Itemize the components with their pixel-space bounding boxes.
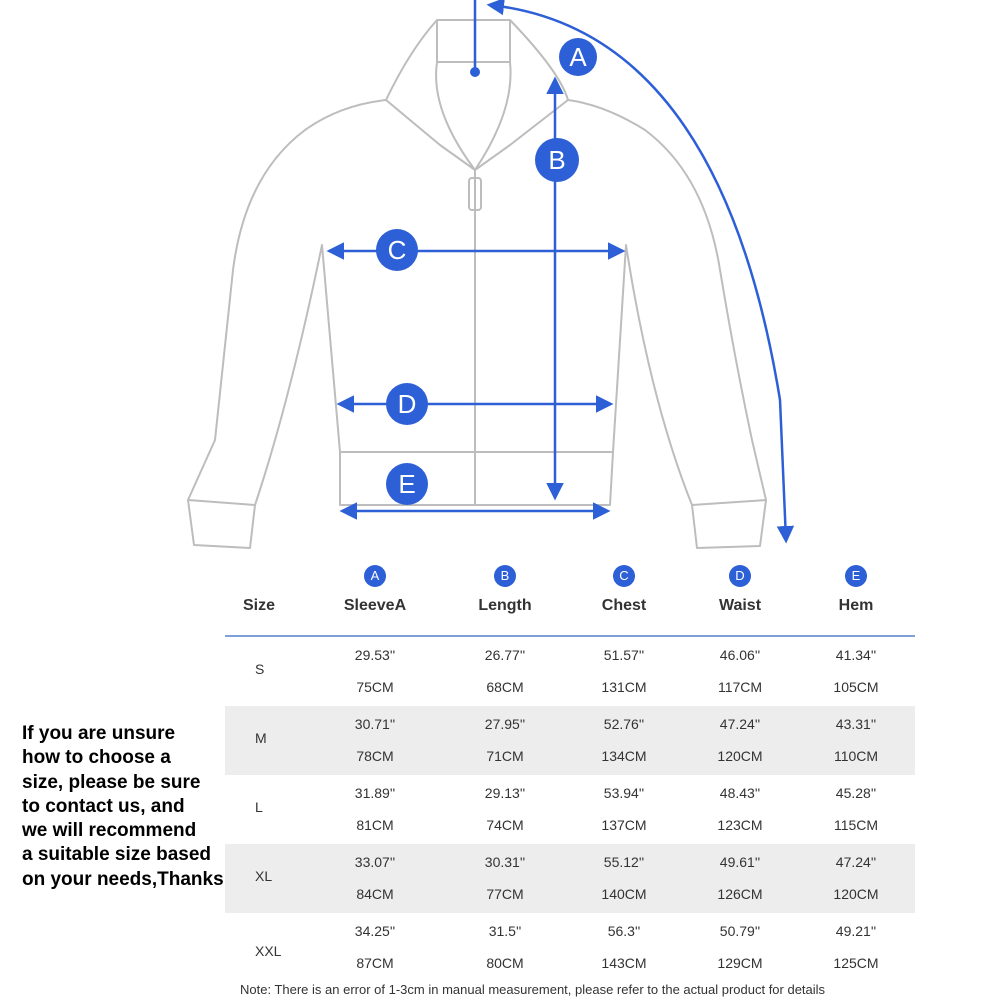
inch-cell: 29.13'' <box>484 785 526 801</box>
column-header-waist <box>685 565 795 615</box>
column-badge: D <box>729 565 751 587</box>
svg-text:B: B <box>548 145 566 175</box>
badge-e <box>386 463 428 505</box>
cm-cell: 78CM <box>356 748 394 764</box>
inch-cell: 34.25'' <box>354 923 396 939</box>
cm-cell: 137CM <box>601 817 647 833</box>
size-cell: L <box>255 799 263 815</box>
cm-cell: 77CM <box>486 886 524 902</box>
inch-cell: 45.28'' <box>835 785 877 801</box>
inch-cell: 31.89'' <box>354 785 396 801</box>
advice-line: size, please be sure <box>22 771 201 793</box>
column-badge: E <box>845 565 867 587</box>
inch-cell: 30.71'' <box>354 716 396 732</box>
advice-line: we will recommend <box>22 820 197 842</box>
table-row <box>225 637 915 706</box>
column-label: SleeveA <box>343 597 407 614</box>
inch-cell: 26.77'' <box>484 647 526 663</box>
column-header-hem <box>801 565 911 615</box>
column-badge: A <box>364 565 386 587</box>
badge-d <box>386 383 428 425</box>
cm-cell: 131CM <box>601 679 647 695</box>
inch-cell: 41.34'' <box>835 647 877 663</box>
inch-cell: 51.57'' <box>603 647 645 663</box>
cm-cell: 74CM <box>486 817 524 833</box>
size-cell: M <box>255 730 267 746</box>
column-label: Hem <box>838 597 874 614</box>
inch-cell: 49.21'' <box>835 923 877 939</box>
inch-cell: 48.43'' <box>719 785 761 801</box>
svg-text:C: C <box>387 235 407 265</box>
inch-cell: 52.76'' <box>603 716 645 732</box>
inch-cell: 47.24'' <box>719 716 761 732</box>
inch-cell: 50.79'' <box>719 923 761 939</box>
cm-cell: 120CM <box>717 748 763 764</box>
cm-cell: 84CM <box>356 886 394 902</box>
cm-cell: 125CM <box>833 955 879 971</box>
cm-cell: 81CM <box>356 817 394 833</box>
measurement-note: Note: There is an error of 1-3cm in manual measurement, please refer to the actual product for details <box>240 982 826 997</box>
cm-cell: 80CM <box>486 955 524 971</box>
column-header-chest <box>569 565 679 615</box>
size-cell: S <box>255 661 265 677</box>
advice-line: If you are unsure <box>22 723 176 744</box>
cm-cell: 71CM <box>486 748 524 764</box>
inch-cell: 49.61'' <box>719 854 761 870</box>
inch-cell: 30.31'' <box>484 854 526 870</box>
inch-cell: 31.5'' <box>488 923 522 939</box>
svg-text:A: A <box>569 42 587 72</box>
column-header-sleeve <box>320 565 430 615</box>
table-header <box>225 565 915 637</box>
table-row <box>225 844 915 913</box>
cm-cell: 75CM <box>356 679 394 695</box>
advice-line: to contact us, and <box>22 795 185 817</box>
inch-cell: 43.31'' <box>835 716 877 732</box>
badge-a <box>559 38 597 76</box>
size-cell: XXL <box>255 943 282 959</box>
cm-cell: 117CM <box>717 679 763 695</box>
column-header-length <box>450 565 560 615</box>
inch-cell: 53.94'' <box>603 785 645 801</box>
sleeve-measure-arrow-arc <box>490 5 786 540</box>
advice-line: how to choose a <box>22 747 171 769</box>
cm-cell: 68CM <box>486 679 524 695</box>
table-row <box>225 775 915 844</box>
size-advice-text <box>22 722 227 892</box>
badge-b <box>535 138 579 182</box>
inch-cell: 33.07'' <box>354 854 396 870</box>
size-cell: XL <box>255 868 273 884</box>
inch-cell: 56.3'' <box>607 923 641 939</box>
column-badge: B <box>494 565 516 587</box>
advice-line: a suitable size based <box>22 844 212 866</box>
cm-cell: 115CM <box>833 817 879 833</box>
inch-cell: 47.24'' <box>835 854 877 870</box>
svg-text:D: D <box>397 389 417 419</box>
size-column-header: Size <box>243 597 276 614</box>
cm-cell: 120CM <box>833 886 879 902</box>
badge-c <box>376 229 418 271</box>
cm-cell: 123CM <box>717 817 763 833</box>
column-label: Length <box>478 597 532 614</box>
cm-cell: 129CM <box>717 955 763 971</box>
jacket-outline <box>188 20 766 548</box>
cm-cell: 105CM <box>833 679 879 695</box>
column-label: Chest <box>601 597 647 614</box>
cm-cell: 134CM <box>601 748 647 764</box>
collar-measure-point <box>470 67 480 77</box>
inch-cell: 27.95'' <box>484 716 526 732</box>
column-badge: C <box>613 565 635 587</box>
inch-cell: 46.06'' <box>719 647 761 663</box>
table-row <box>225 706 915 775</box>
advice-line: on your needs,Thanks <box>22 868 224 890</box>
inch-cell: 29.53'' <box>354 647 396 663</box>
column-label: Waist <box>718 597 762 614</box>
cm-cell: 143CM <box>601 955 647 971</box>
cm-cell: 140CM <box>601 886 647 902</box>
cm-cell: 126CM <box>717 886 763 902</box>
table-row <box>225 913 915 982</box>
cm-cell: 87CM <box>356 955 394 971</box>
cm-cell: 110CM <box>833 748 879 764</box>
inch-cell: 55.12'' <box>603 854 645 870</box>
svg-text:E: E <box>398 469 416 499</box>
